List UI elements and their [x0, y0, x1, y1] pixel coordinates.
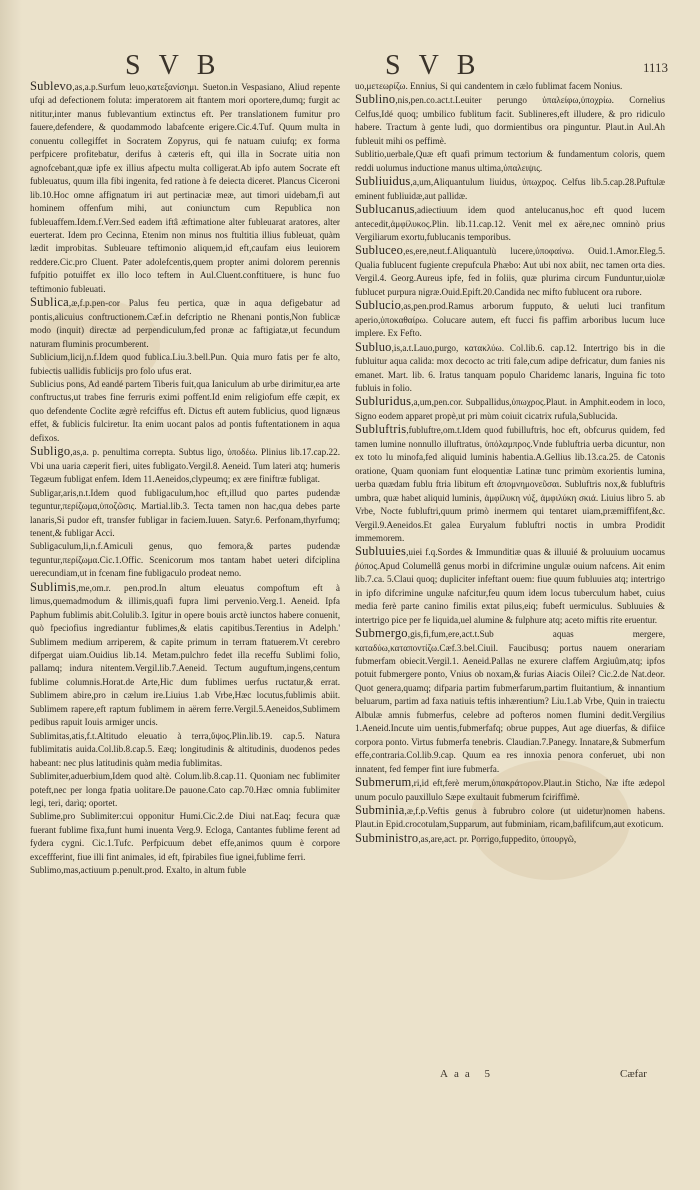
entry-headword: Subministro — [355, 830, 419, 845]
dictionary-entry — [355, 341, 665, 396]
dictionary-entry — [355, 175, 665, 203]
entry-text: Sublicius pons, Ad eandé partem Tiberis fuit,qua Ianiculum ab urbe dirimitur,ea arte conftructus,ut trabes fine ferruris eximi poffent.Id enim religiofum effe cæpit, ex quo defendente Coclite ægrè refciffus eft. Dictus eft autem fublicius, quod lignæus effet, & fublicis fulciretur. Ita enim uocant palos ad pontis fuftentationem in aqua defixos. — [30, 378, 340, 443]
dictionary-entry — [30, 730, 340, 770]
entry-headword: Subliuidus — [355, 174, 411, 189]
dictionary-entry — [355, 93, 665, 148]
entry-headword: Subligo — [30, 444, 71, 459]
entry-headword: Submergo — [355, 626, 408, 641]
dictionary-entry — [30, 770, 340, 810]
entry-text: Subligaculum,li,n.f.Amiculi genus, quo femora,& partes pudendæ teguntur,περίζωμα.Cic.1.Offic. Scenicorum mos tantam habet ueteri difciplina uerecundiam,ut in fcenam fine fubligaculo prodeat nemo. — [30, 541, 340, 579]
dictionary-entry — [30, 378, 340, 445]
entry-text: ,a,um,pen.cor. Subpallidus,ὑπωχρος.Plaut. in Amphit.eodem in loco, Signo eodem apparet propè,ut pri mùm coiuit cicatrix rufula,Sublucida. — [355, 397, 665, 421]
catchword: Cæfar — [620, 1068, 647, 1080]
entry-headword: Sublevo — [30, 80, 73, 93]
entry-text: Sublimitas,atis,f.t.Altitudo eleuatio à terra,ὕψος.Plin.lib.19. cap.5. Natura fublimitatis auida.Col.lib.8.cap.5. Eæq; longitudinis & altitudinis, duodenos pedes habeant: nec plus latitudinis quàm media fublimitas. — [30, 730, 340, 768]
entry-text: Subligar,aris,n.t.Idem quod fubligaculum,hoc eft,illud quo partes pudendæ teguntur,περίζωμα,ὑποζῶσις. Martial.lib.3. Tecta tamen non hac,qua debes parte lanaris,Si pudor eft, transfer fubligar in faciem.Iuuen. Satyr.6. Perfonam,thyrfumq; tenent,& fubligar Acci. — [30, 487, 340, 538]
entry-text: ,as,are,act. pr. Porrigo,fuppedito, ὑπουργῶ, — [418, 833, 577, 844]
dictionary-entry — [355, 804, 665, 832]
dictionary-entry — [30, 864, 340, 877]
entry-text: ,as,pen.prod.Ramus arborum fupputo, & ueluti luci tranfitum aperio,ὑποκαθαίρω. Colucare autem, eft fucci fis paffim arboribus lucum luce implere. Ex Fefto. — [355, 301, 665, 339]
entry-headword: Sublimis — [30, 579, 77, 594]
dictionary-entry — [355, 299, 665, 340]
entry-headword: Subluo — [355, 339, 392, 354]
dictionary-entry — [355, 244, 665, 299]
running-head-right: SVB — [385, 50, 494, 81]
entry-text: ,is,a.t.Lauo,purgo, κατακλύω. Col.lib.6. cap.12. Intertrigo bis in die fubluitur aqua calida: mox decocto ac triti fale,cum adipe defricatur, dum fanies nis emanet. Mart. lib. 6. Iratus tanquam populo Charidemc lanaris, Inguina fic toto fubluis in folio. — [355, 342, 665, 393]
entry-text: ,æ,f.p.pen-cor Palus feu pertica, quæ in aqua defigebatur ad pontis,alicuius conftructionem.Cæf.in defcriptio ne Rhenani pontis,Non fublicæ modo (inquit) directæ ad perpendiculum,fed pronæ ac faftigiatæ,ut fecundum naturam fluminis procumberent. — [30, 298, 340, 349]
signature-mark: Aaa 5 — [440, 1068, 496, 1080]
entry-headword: Subluridus — [355, 394, 412, 409]
dictionary-entry — [355, 423, 665, 545]
entry-text: ,fubluftre,om.t.Idem quod fubilluftris, hoc eft, obfcurus quidem, fed tamen lumine nonnullo illuftratus, ὑπόλαμπρος.Vnde fubluftria uerba dicuntur, non ex toto lu minofa,fed aliquid luminis habentia.A.Gellius lib.13.ca.25. de Catonis oratione, Quam quoniam funt eloquentiæ Latinæ tunc primùm exorientis lumina, uerba quædam fublu ftria libitum eft ἀπομνημονεῦσαι. Subluftris nox,& fubluftris umbra, quæ habet aliquid luminis, ἀμφίλυκη νύξ, ἀμφιλύκη σκιά. Liuius libro 5. ab Vrbe, Nocte fubluftri,quum primò inermem qui tentaret uiam,præmiffifent,&c. Vergil.9.Aeneidos.Et galea Euryalum fubluftri noctis in umbra Prodidit immemorem. — [355, 425, 665, 543]
entry-text: Sublimo,mas,actiuum p.penult.prod. Exalto, in altum fuble — [30, 865, 247, 876]
entry-headword: Sublucanus — [355, 202, 415, 217]
dictionary-entry — [355, 80, 665, 93]
entry-text: Sublitio,uerbale,Quæ eft quafi primum tectorium & fundamentum coloris, quem reddi uolumus inductione manus ultima,ὑπαλειψις. — [355, 149, 665, 173]
entry-headword: Sublica — [30, 295, 69, 310]
page-number: 1113 — [642, 60, 668, 75]
dictionary-entry — [355, 776, 665, 804]
dictionary-entry — [30, 581, 340, 730]
entry-text: ,ri,id eft,ferè merum,ὑπακράτορον.Plaut.in Sticho, Næ ifte ædepol unum poculo pauxillulo Sæpe exultauit fubmerum fciriffimè. — [355, 778, 665, 802]
entry-headword: Subluuies — [355, 544, 407, 559]
entry-headword: Sublino — [355, 92, 396, 107]
entry-text: ,me,om.r. pen.prod.In altum eleuatus compoftum eft à limus,quemadmodum & illimis,quafi fupra limi pervenio.Verg.1. Aeneid. Ipfa Paphum fublimis abit.Colulib.3. Igitur in opere bouis arctè iunctos habere conuenit, quò fpeciofius ingrediantur fublimes,& elatis capitibus.Terentius in Adelph.' Sublimem medium arriperem, & capite primum in terram ftatuerem.Vt cerebro difpergat uiam.Ouidius lib.14. Metam.pulchro fedet illa receffu Sublimi folio, pallamq; indura nitentem.Vergil.lib.7.Aeneid. Tectum auguftum,ingens,centum fublime columnis.Horat.de Arte,Hic dum fublimes uerfus ructatur,& errat. Sublimem abire,pro in cælum ire.Liuius 1.ab Vrbe,Hæc locutus,fublimis abiit. Sublimem rapere,eft raptum fublimem in aërem ferre.Vergil.5.Aeneidos,Sublimem pedibus rapuit Iouis armiger uncis. — [30, 582, 340, 728]
entry-text: uo,μετεωρίζω. Ennius, Si qui candentem in cælo fublimat facem Nonius. — [355, 81, 623, 91]
entry-headword: Sublucio — [355, 298, 402, 313]
entry-text: ,uiei f.q.Sordes & Immunditiæ quas & illuuié & proluuium uocamus ῥύπος.Apud Columellâ genus morbi in difcrimine ungulæ ouium nafcens. Ait enim lib.7.ca. 5.Claui quoq; dupliciter infeftant ouem: fiue quum fubluuies atq; intertrigo in ipfo difcrimine ungulæ nafcitur,feu quum idem locus tuberculum habet, cuius media ferè parte canino fimilis extat pilus,eiq; fubeft uermiculus. Subluuies & intertrigo pice per fe liquida,uel alumine & fulphure atq; aceto miftis rite eruentur. — [355, 547, 665, 625]
dictionary-entry — [30, 487, 340, 541]
entry-headword: Submerum — [355, 775, 412, 790]
page-gutter — [0, 0, 22, 1190]
entry-text: ,adiectiuum idem quod antelucanus,hoc eft quod lucem antecedit,ἀμφίλυκος.Plin. lib.11.cap.12. Venit mel ex aëre,nec omninò prius Vergiliarum exortu,fublucanis temporibus. — [355, 205, 665, 242]
entry-text: ,as,a. p. penultima correpta. Subtus ligo, ὑποδέω. Plinius lib.17.cap.22. Vbi una uaria cæperit fieri, uites fubligato.Vergil.8. Aeneid. Tum lateri atq; humeris Tegæum fubligat enfem. Idem 11.Aeneidos,clypeumq; ex ære finiftræ fubligat. — [30, 447, 340, 485]
entry-text: ,nis,pen.co.act.t.Leuiter perungo ὑπαλείφω,ὑποχρίω. Cornelius Celfus,Idé quoq; umbilico fublitum facit. Sublineres,eft illudere, & pro ridiculo habere. Tractum à gente ludi, quo dormientibus ora pinguntur. Plaut.in Aul.Ah fubleuit mihi os peffimè. — [355, 95, 665, 146]
left-column — [30, 80, 340, 1080]
dictionary-entry — [355, 395, 665, 423]
dictionary-entry — [30, 445, 340, 486]
dictionary-entry — [355, 832, 665, 846]
entry-text: ,as,a.p.Surfum leuo,κατεξανίσημι. Sueton.in Vespasiano, Aliud repente ufqi ad defectionem foluta: imperatorem ait ftantem mori oportere,dumq; furgit ac nititur,inter manus fublevantium extinctus eft. Per translationem fumitur pro fauere,defendere, & quodammodo labafcente erigere.Cic.4.Tuf. Quum multa in conuentu collegiffet in Socratem Zopyrus, qui fe natuam cuiufq; ex forma perfpicere profitebatur, derifus à cæteris eft, qui illa in Socrate uitia non agnofcebant,quæ ipfe ex illius afpectu multa colligerat.Ab ipfo autem Socrate eft fubleuatus, quum illa fibi ingenita, fed ratione à fe deiecta diceret. Plancus Ciceroni lib.10.Hoc omne affignatum iri aut pertinaciæ meæ, aut timori uidebam,fi aut hominem offenfum mihi, aut coniunctum cum Republica non fubleuaffem.Idem.f.Verr.Sed eadem iftâ æftimatione alter fubleuarat aratores, alter euerterat. Idem pro Cecinna, Etenim non minus nos ftultitia illius fubleuat, quàm lædit improbitas. Subleuare teftimonio aliquem,id eft,caufam eius leuiorem reddere.Cic.pro Cluent. Pater adolefcentis,quem propter animi dolorem perennis fufpitio potuiffet ex illo loco teftem in Aul.Cluent.conftituere, is hunc fuo teftimonio fubleuati. — [30, 82, 340, 294]
dictionary-entry — [355, 545, 665, 627]
dictionary-entry — [355, 148, 665, 175]
entry-headword: Subluceo — [355, 243, 404, 258]
right-column — [355, 80, 665, 1080]
running-head-left: SVB — [125, 50, 234, 81]
dictionary-entry — [30, 540, 340, 580]
entry-text: ,æ,f.p.Veftis genus à fubrubro colore (ut uidetur)nomen habens. Plaut.in Epid.crocotulam,Supparum, aut fubminiam, ricam,bafilifcum,aut exoticum. — [355, 806, 665, 830]
entry-headword: Subluftris — [355, 422, 407, 437]
dictionary-entry — [30, 351, 340, 378]
dictionary-entry — [30, 296, 340, 351]
dictionary-entry — [355, 627, 665, 776]
entry-text: ,gis,fi,fum,ere,act.t.Sub aquas mergere, καταδύω,καταποντίζω.Cæf.3.bel.Ciuil. Faucibusq; portus nauem onerariam fubmerfam obiecit.Vergil.1. Aeneid.Pallas ne exurere claffem Argiuûm,atq; ipfos potuit fubmergere ponto, Vnius ob noxam,& furias Aiacis Oilei? Cic.2.de Nat.deor. Quot genera,quamq; difparia partim fubmerfarum,partim fluitantium, & innantium beluarum, partim ad faxa natiuis teftis inhærentium? Liu.1.ab Vrbe, Quin in traiectu Albulæ amnis fubmerfus, celebre ad pofteros nomen flumini dedit.Vergilius 1.Aeneid.Incute uim uentis,fubmerfafq; obrue puppes, Aut age diuerfas, & difiice corpora ponto. Virtus fubmerfa tenebris. Claudian.7.Panegy. Innatare,& Submerfum effe,contraria.Col.lib.9.cap. Quum ea res innoxia penora conferuet, ubi non innatent, fed femper fint iure fubmerfa. — [355, 629, 665, 774]
dictionary-entry — [30, 80, 340, 296]
entry-headword: Subminia — [355, 803, 405, 818]
entry-text: ,a,um,Aliquantulum liuidus, ὑπωχρος. Celfus lib.5.cap.28.Puftulæ eminent fubliuidæ,aut pallidæ. — [355, 177, 665, 201]
entry-text: Sublimiter,aduerbium,Idem quod altè. Colum.lib.8.cap.11. Quoniam nec fublimiter poteft,nec per longa fpatia uolitare.De pauone.Cato cap.70.Hæc omnia fublimiter legi, teri, darìq; oportet. — [30, 771, 340, 809]
entry-text: Sublicium,licij,n.f.Idem quod fublica.Liu.3.bell.Pun. Quia muro fatis per fe alto, fubiectis uallidis fublicijs pro folo ufus erat. — [30, 352, 340, 376]
dictionary-entry — [355, 203, 665, 244]
dictionary-entry — [30, 810, 340, 864]
entry-text: ,es,ere,neut.f.Aliquantulù lucere,ὑποφαίνω. Ouid.1.Amor.Eleg.5. Qualia fublucent fugiente crepufcula Phæbo: Aut ubi nox abiit, nec tamen orta dies. Vergil.4. Georg.Aureus ipfe, fed in foliis, quæ plurima circum Funduntur,uiolæ fublucet purpura nigræ.Ouid.Epift.20.Candida nec mifto fublucent ora rubore. — [355, 246, 665, 297]
entry-text: Sublime,pro Sublimiter:cui opponitur Humi.Cic.2.de Diui nat.Eaq; fecura quæ fuerant fublime fixa,funt humi inuenta Verg.9. Ecloga, Cantantes fublime ferent ad fydera cygni. Cic.1.Tufc. Perfpicuum debet effe,animos quum è corpore exceffferint, fiue illi fint animales, id eft, fpirabiles fiue ignei,fublime ferri. — [30, 811, 340, 862]
